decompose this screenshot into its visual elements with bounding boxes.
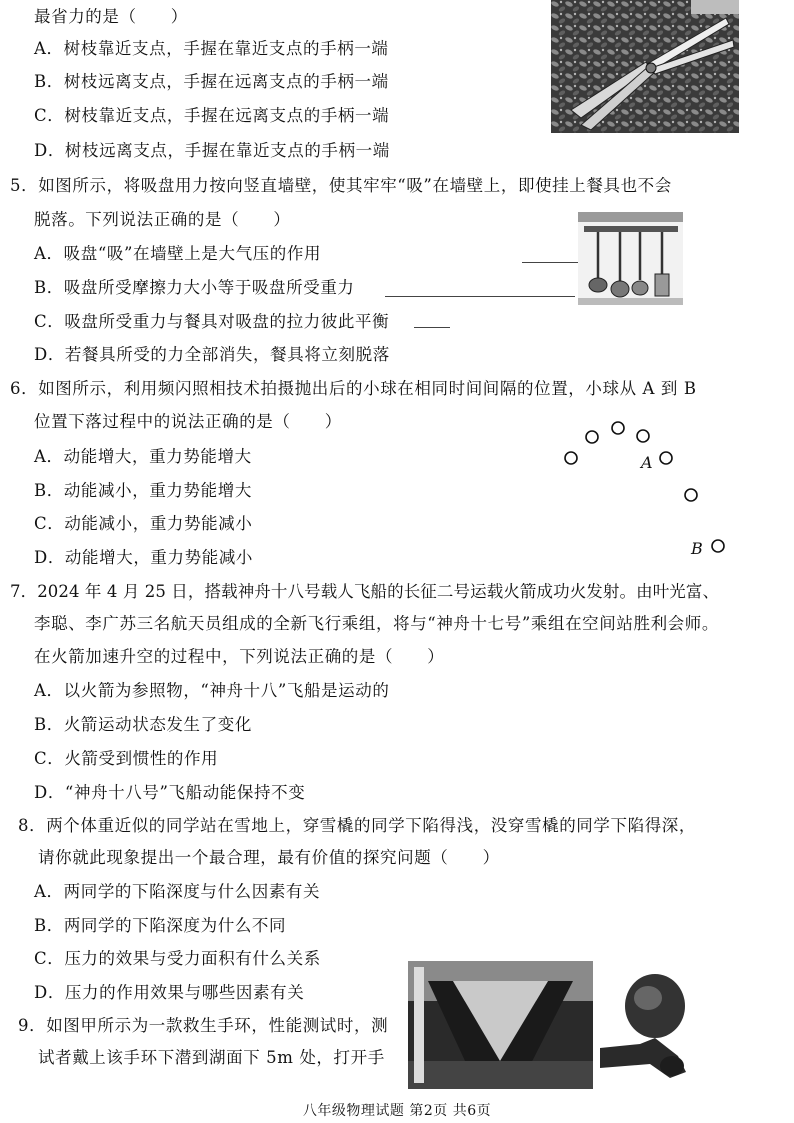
suction-cup-rack-photo (578, 212, 683, 305)
q9-stem-line1: 9．如图甲所示为一款救生手环，性能测试时，测 (18, 1016, 389, 1035)
q7-option-d: D．“神舟十八号”飞船动能保持不变 (34, 783, 306, 802)
page-footer: 八年级物理试题 第2页 共6页 (302, 1103, 492, 1119)
ball-position (637, 430, 649, 442)
q8-option-a: A．两同学的下陷深度与什么因素有关 (34, 882, 321, 901)
q5-stem-line2: 脱落。下列说法正确的是（ ） (34, 210, 291, 229)
ball-position-b (712, 540, 724, 552)
pruning-shears-photo (551, 0, 739, 133)
blank-line (522, 262, 578, 263)
q8-option-b: B．两同学的下陷深度为什么不同 (34, 916, 287, 935)
label-a: A (641, 453, 653, 472)
ball-position-a (660, 452, 672, 464)
q7-stem-line3: 在火箭加速升空的过程中，下列说法正确的是（ ） (34, 647, 445, 666)
q7-option-c: C．火箭受到惯性的作用 (34, 749, 219, 768)
label-b: B (691, 539, 703, 558)
q4-option-d: D．树枝远离支点，手握在靠近支点的手柄一端 (34, 141, 390, 160)
ball-position (612, 422, 624, 434)
q6-stem-line2: 位置下落过程中的说法正确的是（ ） (34, 412, 342, 431)
q5-option-c: C．吸盘所受重力与餐具对吸盘的拉力彼此平衡 (34, 312, 390, 331)
q7-stem-line1: 7．2024 年 4 月 25 日，搭载神舟十八号载人飞船的长征二号运载火箭成功火发射。由叶光富、 (10, 582, 720, 601)
blank-line (385, 296, 575, 297)
q5-option-a: A．吸盘“吸”在墙壁上是大气压的作用 (34, 244, 322, 263)
ball-position (565, 452, 577, 464)
q4-option-c: C．树枝靠近支点，手握在远离支点的手柄一端 (34, 106, 390, 125)
q7-option-b: B．火箭运动状态发生了变化 (34, 715, 252, 734)
ball-position (586, 431, 598, 443)
q5-option-b: B．吸盘所受摩擦力大小等于吸盘所受重力 (34, 278, 355, 297)
q4-option-b: B．树枝远离支点，手握在远离支点的手柄一端 (34, 72, 389, 91)
q5-option-d: D．若餐具所受的力全部消失，餐具将立刻脱落 (34, 345, 390, 364)
blank-line (414, 327, 450, 328)
q8-stem-line1: 8．两个体重近似的同学站在雪地上，穿雪橇的同学下陷得浅，没穿雪橇的同学下陷得深， (18, 816, 696, 835)
q9-stem-line2: 试者戴上该手环下潜到湖面下 5m 处，打开手 (38, 1048, 385, 1067)
q4-stem-tail: 最省力的是（ ） (34, 7, 188, 26)
ball-position (685, 489, 697, 501)
q8-stem-line2: 请你就此现象提出一个最合理，最有价值的探究问题（ ） (38, 848, 500, 867)
q7-stem-line2: 李聪、李广苏三名航天员组成的全新飞行乘组，将与“神舟十七号”乘组在空间站胜利会师。 (34, 614, 719, 633)
inflated-wristband-photo (600, 968, 690, 1086)
rescue-wristband-photo (408, 961, 593, 1089)
q6-option-d: D．动能增大，重力势能减小 (34, 548, 254, 567)
q6-option-c: C．动能减小，重力势能减小 (34, 514, 253, 533)
q8-option-c: C．压力的效果与受力面积有什么关系 (34, 949, 321, 968)
q6-option-a: A．动能增大，重力势能增大 (34, 447, 252, 466)
q4-option-a: A．树枝靠近支点，手握在靠近支点的手柄一端 (34, 39, 389, 58)
q7-option-a: A．以火箭为参照物，“神舟十八”飞船是运动的 (34, 681, 390, 700)
q5-stem-line1: 5．如图所示，将吸盘用力按向竖直墙壁，使其牢牢“吸”在墙壁上，即使挂上餐具也不会 (10, 176, 672, 195)
ball-trajectory-figure (555, 415, 735, 560)
q8-option-d: D．压力的作用效果与哪些因素有关 (34, 983, 305, 1002)
q6-stem-line1: 6．如图所示，利用频闪照相技术拍摄抛出后的小球在相同时间间隔的位置，小球从 A 到 B (10, 379, 697, 398)
q6-option-b: B．动能减小，重力势能增大 (34, 481, 252, 500)
